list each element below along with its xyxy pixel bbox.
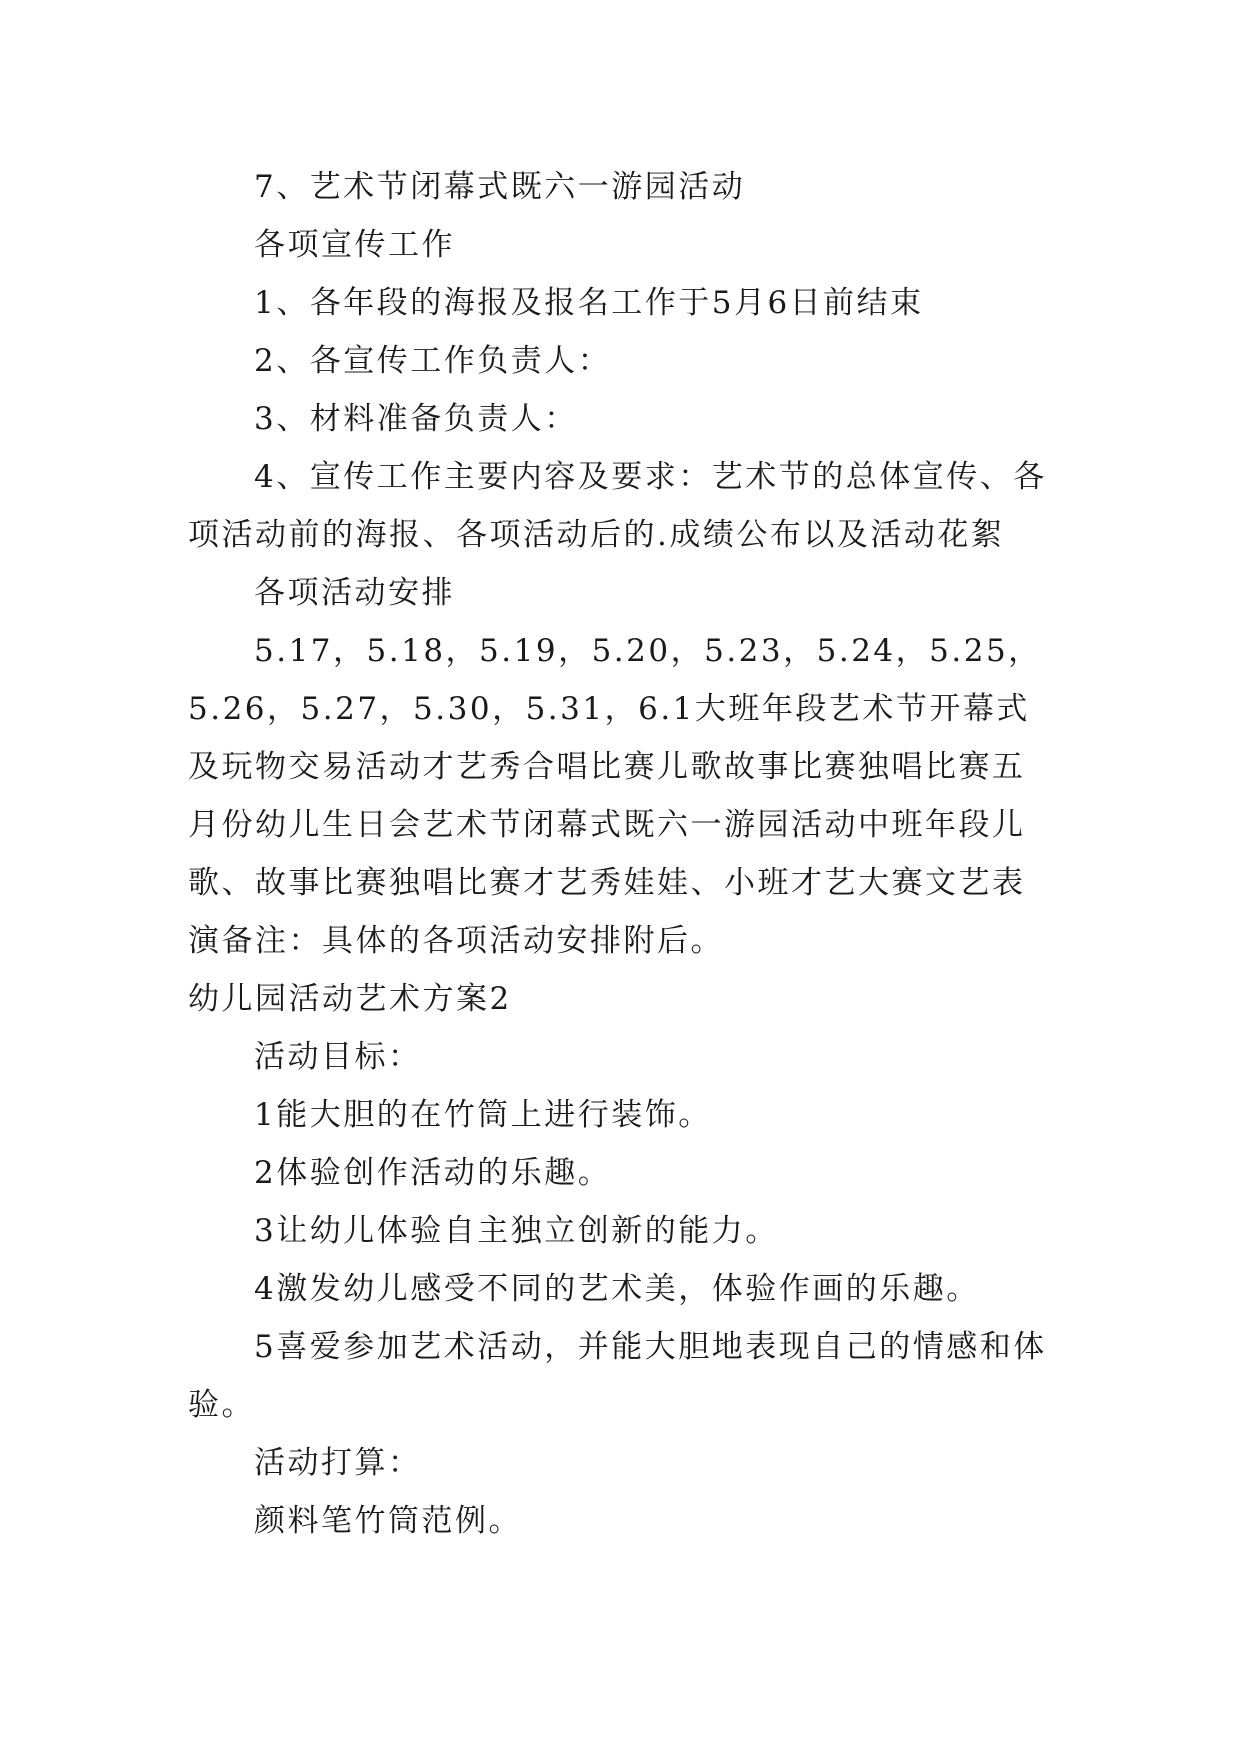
section-title-plan-2: 幼儿园活动艺术方案2: [188, 981, 512, 1017]
paragraph-publicity-owner: 2、各宣传工作负责人：: [254, 343, 612, 379]
document-body: [188, 158, 1058, 1550]
section-heading-activity-schedule: 各项活动安排: [254, 575, 455, 611]
list-item-goal-1: 1能大胆的在竹筒上进行装饰。: [254, 1097, 712, 1133]
paragraph-materials-owner: 3、材料准备负责人：: [254, 401, 578, 437]
paragraph-poster-deadline: 1、各年段的海报及报名工作于5月6日前结束: [254, 285, 924, 321]
paragraph-schedule-details: 5.17，5.18，5.19，5.20，5.23，5.24，5.25，5.26，5.27，5.30，5.31，6.1大班年段艺术节开幕式及玩物交易活动才艺秀合唱比赛儿歌故事比赛独唱比赛五月份幼儿生日会艺术节闭幕式既六一游园活动中班年段儿歌、故事比赛独唱比赛才艺秀娃娃、小班才艺大赛文艺表演备注：具体的各项活动安排附后。: [188, 633, 1042, 959]
list-item-goal-3: 3让幼儿体验自主独立创新的能力。: [254, 1213, 779, 1249]
paragraph-materials-list: 颜料笔竹筒范例。: [254, 1503, 522, 1539]
paragraph-publicity-requirements: 4、宣传工作主要内容及要求：艺术节的总体宣传、各项活动前的海报、各项活动后的.成绩公布以及活动花絮: [188, 459, 1047, 553]
list-item-goal-2: 2体验创作活动的乐趣。: [254, 1155, 612, 1191]
list-item-goal-4: 4激发幼儿感受不同的艺术美，体验作画的乐趣。: [254, 1271, 980, 1307]
list-item-goal-5: 5喜爱参加艺术活动，并能大胆地表现自己的情感和体验。: [188, 1329, 1047, 1423]
paragraph-closing-ceremony: 7、艺术节闭幕式既六一游园活动: [254, 169, 746, 205]
section-heading-preparation: 活动打算：: [254, 1445, 422, 1481]
section-heading-goals: 活动目标：: [254, 1039, 422, 1075]
section-heading-publicity: 各项宣传工作: [254, 227, 455, 263]
